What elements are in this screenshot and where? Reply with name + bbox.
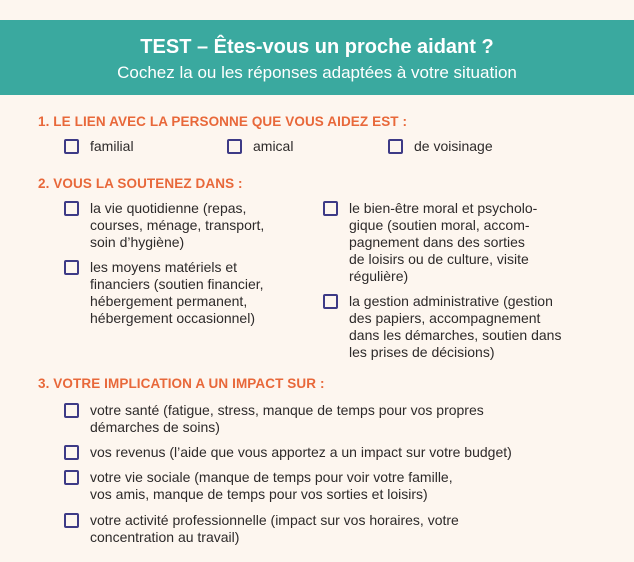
header-banner	[0, 20, 634, 95]
option-label: votre activité professionnelle (impact sur vos horaires, votre concentration au travail)	[90, 512, 459, 545]
section-1-title: 1. LE LIEN AVEC LA PERSONNE QUE VOUS AIDEZ EST :	[38, 114, 408, 129]
option-label: familial	[90, 138, 134, 154]
page-title: TEST – Êtes-vous un proche aidant ?	[140, 36, 494, 58]
option-label: votre santé (fatigue, stress, manque de temps pour vos propres démarches de soins)	[90, 402, 484, 435]
checkbox[interactable]	[64, 201, 79, 216]
section-3-title: 3. VOTRE IMPLICATION A UN IMPACT SUR :	[38, 376, 325, 391]
checkbox[interactable]	[64, 513, 79, 528]
option-label: amical	[253, 138, 294, 154]
checkbox[interactable]	[227, 139, 242, 154]
checkbox[interactable]	[64, 445, 79, 460]
checkbox[interactable]	[323, 294, 338, 309]
option-label: votre vie sociale (manque de temps pour voir votre famille, vos amis, manque de temps pour vos sorties et loisirs)	[90, 469, 453, 502]
checkbox[interactable]	[64, 139, 79, 154]
checkbox[interactable]	[323, 201, 338, 216]
checkbox[interactable]	[64, 470, 79, 485]
option-label: de voisinage	[414, 138, 493, 154]
section-2-title: 2. VOUS LA SOUTENEZ DANS :	[38, 176, 243, 191]
option-label: le bien-être moral et psycholo- gique (soutien moral, accom- pagnement dans des sorties de loisirs ou de culture, visite régulière)	[349, 200, 538, 284]
page-subtitle: Cochez la ou les réponses adaptées à votre situation	[117, 63, 517, 82]
option-label: la vie quotidienne (repas, courses, ménage, transport, soin d’hygiène)	[90, 200, 265, 250]
option-label: la gestion administrative (gestion des papiers, accompagnement dans les démarches, soutien dans les prises de décisions)	[349, 293, 562, 360]
option-label: vos revenus (l’aide que vous apportez a un impact sur votre budget)	[90, 444, 512, 460]
option-label: les moyens matériels et financiers (soutien financier, hébergement permanent, hébergement occasionnel)	[90, 259, 264, 326]
checkbox[interactable]	[64, 403, 79, 418]
checkbox[interactable]	[64, 260, 79, 275]
checkbox[interactable]	[388, 139, 403, 154]
